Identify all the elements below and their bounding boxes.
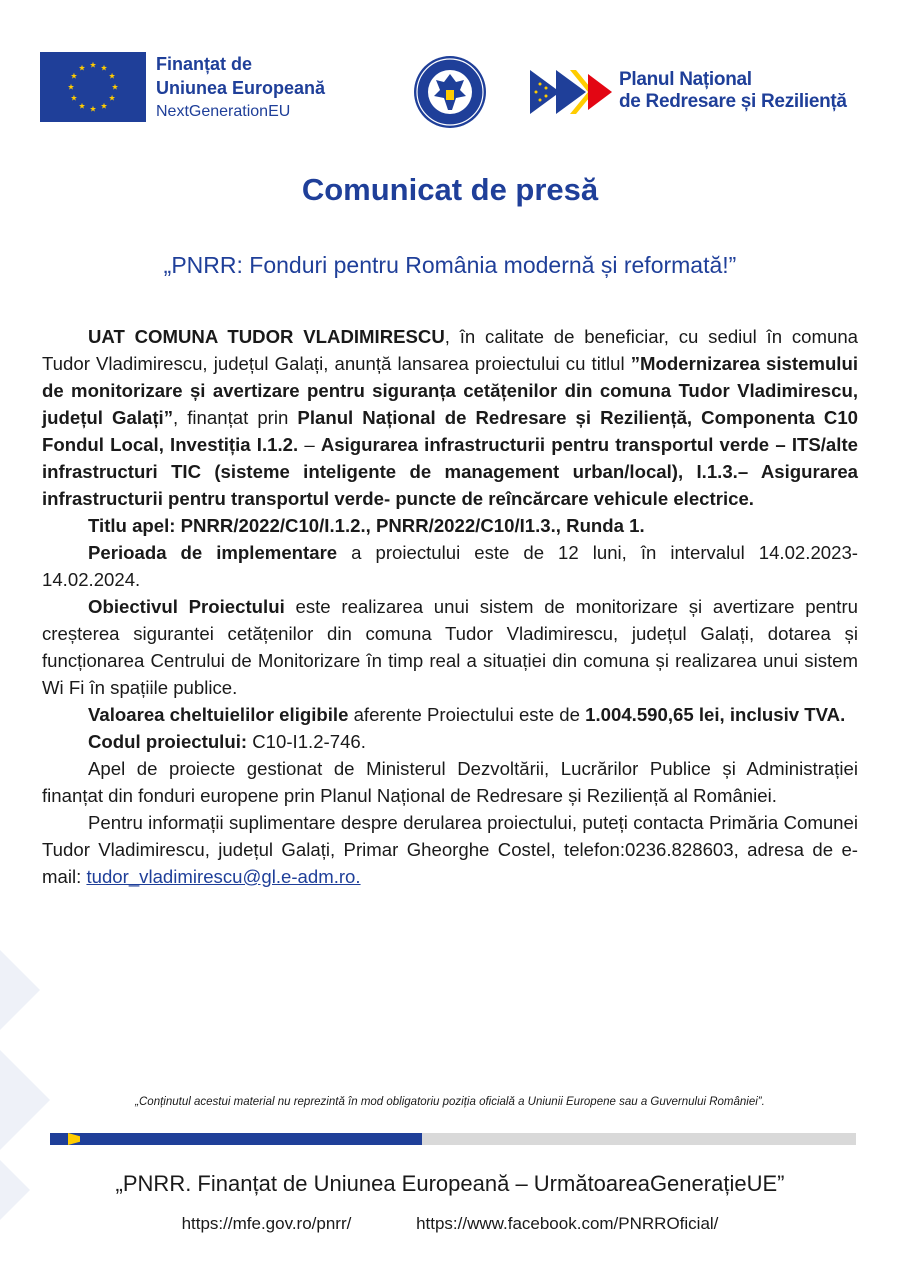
value-text: aferente Proiectului este de [348,704,586,725]
paragraph-value [42,701,858,728]
page-title: Comunicat de presă [301,172,599,207]
objective-label: Obiectivul Proiectului [88,596,285,617]
guvernul-romaniei-seal-icon [412,54,488,130]
period-text: a proiectului este de 12 luni, în intervalul 14.02.2023-14.02.2024. [42,542,858,590]
period-label: Perioada de implementare [88,542,338,563]
funding-program: Planul Național de Redresare și Reziliență, Componenta C10 Fondul Local, Investiția I.1.2. [42,407,858,455]
paragraph-contact [42,809,858,890]
pnrr-line1: Planul Național [619,69,752,90]
footer-divider-bar [50,1133,856,1145]
paragraph-call-management: Apel de proiecte gestionat de Ministerul Dezvoltării, Lucrărilor Publice și Administrației finanțat din fonduri europene prin Planul Național de Redresare și Reziliență al României. [42,758,858,806]
footer-slogan: „PNRR. Finanțat de Uniunea Europeană – UrmătoareaGenerațieUE” [115,1171,785,1196]
pnrr-line2: de Redresare și Reziliență [619,91,847,112]
eu-line1: Finanțat de [156,54,253,74]
eu-line3: NextGenerationEU [156,103,291,120]
objective-text: este realizarea unui sistem de monitorizare și avertizare pentru creșterea sigurantei cetățenilor din comuna Tudor Vladimirescu, județul Galați, dotarea și funcționarea Centrului de Monitorizare în timp real a situației din comuna și realizarea unui sistem Wi Fi în spațiile publice. [42,596,858,698]
value-label: Valoarea cheltuielilor eligibile [88,704,349,725]
beneficiary-name: UAT COMUNA TUDOR VLADIMIRESCU [88,326,445,347]
pnrr-logo-icon [530,70,612,114]
paragraph-call-title: Titlu apel: PNRR/2022/C10/I.1.2., PNRR/2022/C10/I1.3., Runda 1. [88,515,645,536]
email-link[interactable]: tudor_vladimirescu@gl.e-adm.ro. [86,866,361,887]
watermark-chevrons-icon [0,930,60,1230]
paragraph-intro [42,323,858,512]
project-title: ”Modernizarea sistemului de monitorizare și avertizare pentru siguranța cetățenilor din comuna Tudor Vladimirescu, județul Galați” [42,353,858,428]
value-amount: 1.004.590,65 lei, inclusiv TVA. [585,704,846,725]
investment-description: Asigurarea infrastructurii pentru transportul verde – ITS/alte infrastructuri TIC (sisteme inteligente de management urban/local), I.1.3.– Asigurarea infrastructurii pentru transportul verde- puncte de reîncărcare vehicule electrice. [42,434,858,509]
intro-dash: – [298,434,321,455]
contact-text: Pentru informații suplimentare despre derularea proiectului, puteți contacta Primăria Comunei Tudor Vladimirescu, județul Galați, Primar Gheorghe Costel, telefon:0236.828603, adresa de e-mail: [42,812,858,887]
eu-flag-icon [40,52,146,122]
code-label: Codul proiectului: [88,731,248,752]
intro-text-1: , în calitate de beneficiar, cu sediul în comuna Tudor Vladimirescu, județul Galați, anunță lansarea proiectului cu titlul [42,326,858,374]
paragraph-objective [42,593,858,701]
mfe-link[interactable]: https://mfe.gov.ro/pnrr/ [181,1214,352,1233]
paragraph-period [42,539,858,593]
press-release-body [42,323,858,890]
eu-line2: Uniunea Europeană [156,78,326,98]
page-subtitle: „PNRR: Fonduri pentru România modernă și reformată!” [163,252,737,278]
intro-text-2: , finanțat prin [173,407,298,428]
paragraph-code [42,728,858,755]
footer-links [0,1214,900,1234]
header [0,0,900,150]
eu-funding-label [156,52,386,124]
facebook-link[interactable]: https://www.facebook.com/PNRROficial/ [416,1214,719,1233]
pnrr-label [619,69,889,113]
code-value: C10-I1.2-746. [247,731,366,752]
disclaimer: „Conținutul acestui material nu reprezintă în mod obligatoriu poziția oficială a Uniunii Europene sau a Guvernului României”. [135,1096,765,1108]
